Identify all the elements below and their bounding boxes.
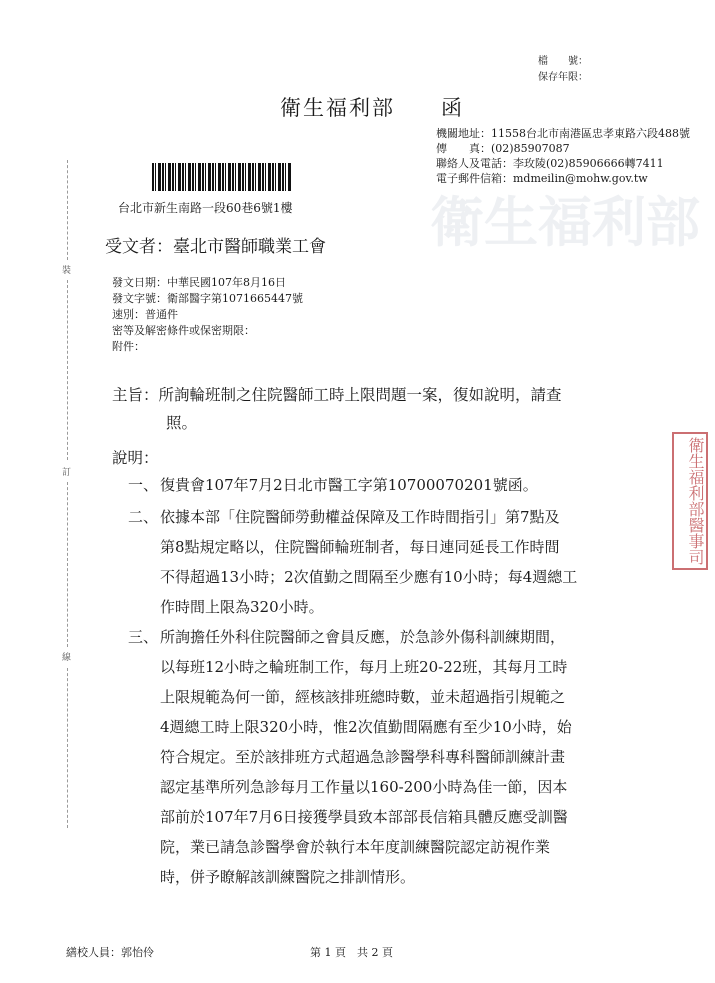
red-seal-stamp: 衛生福利部醫事司 [672,432,708,570]
recipient: 受文者：臺北市醫師職業工會 [105,237,326,257]
archive-retention-label: 保存年限： [538,72,588,83]
item-number: 二、 [127,508,158,526]
document-title: 衛生福利部 函 [280,96,464,120]
item-line: 作時間上限為320小時。 [160,598,324,616]
explanation-item-2 [110,502,680,622]
item-line: 院，業已請急診醫學會於執行本年度訓練醫院認定訪視作業 [160,838,551,856]
agency-address: 機關地址：11558台北市南港區忠孝東路六段488號 [436,127,690,140]
explanation-item-1 [110,470,680,500]
item-line: 時，併予瞭解該訓練醫院之排訓情形。 [160,868,416,886]
archive-file-no-label: 檔 號： [538,56,588,67]
document-number: 發文字號：衛部醫字第1071665447號 [112,292,303,305]
item-line: 以每班12小時之輪班制工作，每月上班20-22班，其每月工時 [160,658,568,676]
attachment: 附件： [112,340,145,353]
subject-line-2: 照。 [166,414,198,432]
item-text [160,622,680,892]
subject-line-1: 主旨：所詢輪班制之住院醫師工時上限問題一案，復如說明，請查 [112,386,562,404]
item-line: 復貴會107年7月2日北市醫工字第10700070201號函。 [160,476,538,494]
item-line: 部前於107年7月6日接獲學員致本部部長信箱具體反應受訓醫 [160,808,568,826]
binding-mark-bottom: 線 [62,653,72,663]
watermark-ghost: 衛生福利部 [430,190,700,254]
binding-line-bottom [67,668,68,828]
page-number: 第 1 頁 共 2 頁 [310,946,393,959]
binding-mark-top: 裝 [62,266,72,276]
classification: 密等及解密條件或保密期限： [112,324,255,337]
explanation-label: 說明： [112,449,159,467]
item-number: 一、 [127,476,158,494]
binding-line-lower [67,482,68,647]
agency-email: 電子郵件信箱：mdmeilin@mohw.gov.tw [436,172,648,185]
issue-date: 發文日期：中華民國107年8月16日 [112,276,286,289]
item-text [160,502,680,622]
item-line: 不得超過13小時；2次值勤之間隔至少應有10小時；每4週總工 [160,568,578,586]
recipient-address: 台北市新生南路一段60巷6號1樓 [118,201,293,215]
item-text [160,470,680,500]
urgency: 速別：普通件 [112,308,178,321]
agency-fax: 傳 真：(02)85907087 [436,142,570,155]
item-line: 4週總工時上限320小時，惟2次值勤間隔應有至少10小時，始 [160,718,572,736]
item-line: 依據本部「住院醫師勞動權益保障及工作時間指引」第7點及 [160,508,560,526]
item-line: 所詢擔任外科住院醫師之會員反應，於急診外傷科訓練期間， [160,628,566,646]
item-number: 三、 [127,628,158,646]
binding-line-middle [67,280,68,460]
item-line: 上限規範為何一節，經核該排班總時數，並未超過指引規範之 [160,688,566,706]
explanation-item-3 [110,622,680,892]
agency-contact: 聯絡人及電話：李玫陵(02)85906666轉7411 [436,157,664,170]
item-line: 符合規定。至於該排班方式超過急診醫學科專科醫師訓練計畫 [160,748,566,766]
barcode [152,163,292,191]
binding-line-top [67,160,68,260]
item-line: 認定基準所列急診每月工作量以160-200小時為佳一節，因本 [160,778,568,796]
proofreader: 繕校人員：郭怡伶 [66,946,154,959]
item-line: 第8點規定略以，住院醫師輪班制者，每日連同延長工作時間 [160,538,560,556]
binding-mark-middle: 訂 [62,468,72,478]
